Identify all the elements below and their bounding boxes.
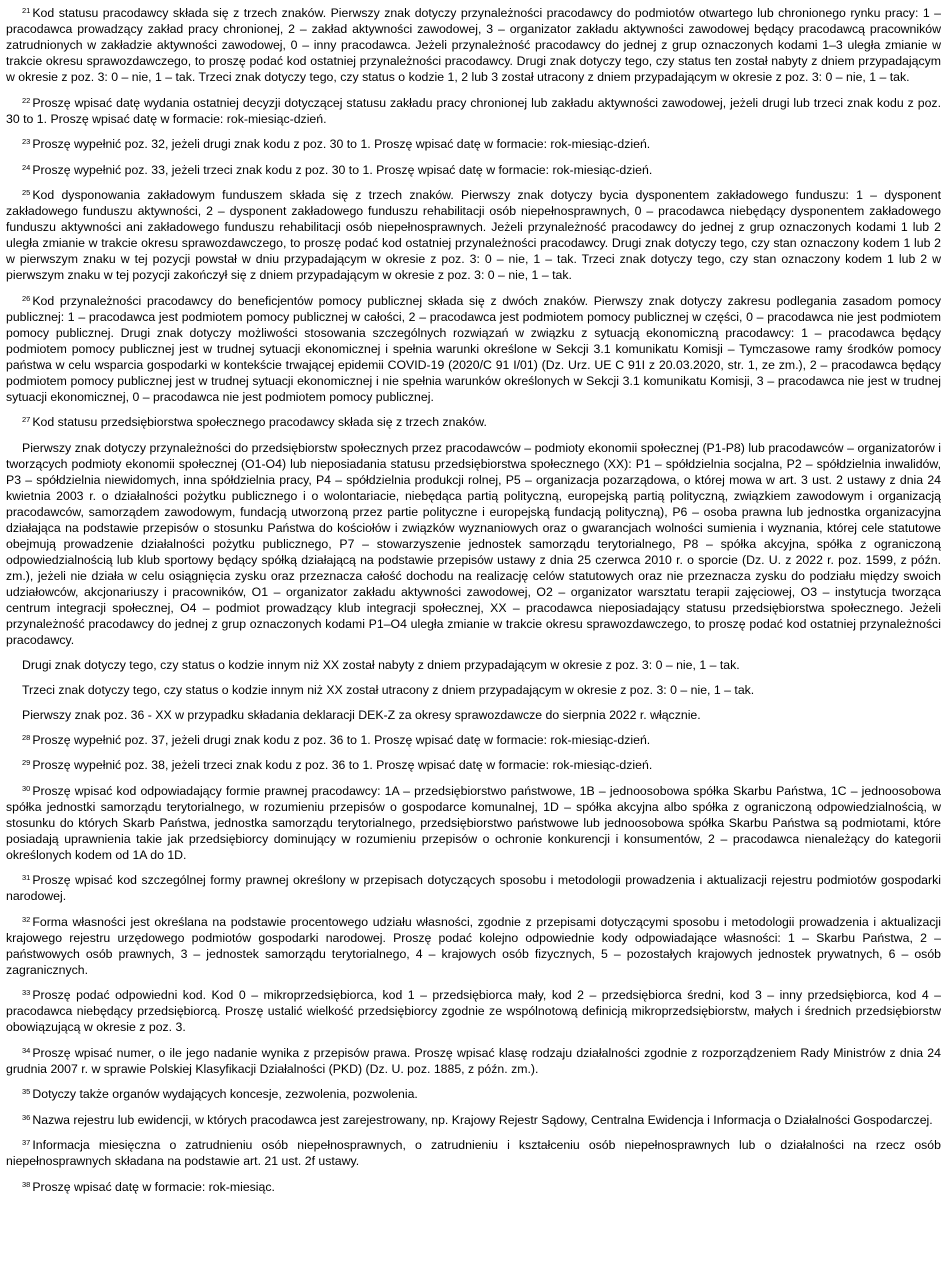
footnote-36 (6, 1112, 941, 1128)
footnote-text: Proszę wpisać datę w formacie: rok-miesiąc. (32, 1179, 275, 1194)
footnote-text: Pierwszy znak poz. 36 - XX w przypadku składania deklaracji DEK-Z za okresy sprawozdawcze do sierpnia 2022 r. włącznie. (22, 707, 701, 722)
footnote-number: 36 (22, 1112, 31, 1122)
footnote-number: 35 (22, 1087, 31, 1096)
footnote-33 (6, 987, 941, 1035)
footnote-31 (6, 872, 941, 904)
footnote-number: 24 (22, 162, 31, 172)
footnote-number: 31 (22, 873, 31, 882)
footnote-text: Proszę wpisać kod szczególnej formy prawnej określony w przepisach dotyczących sposobu i metodologii prowadzenia i aktualizacji rejestru podmiotów gospodarki narodowej. (6, 873, 941, 903)
footnote-text: Kod statusu pracodawcy składa się z trzech znaków. Pierwszy znak dotyczy przynależności pracodawcy do podmiotów otwartego lub chronionego rynku pracy: 1 – pracodawca prowadzący zakład pracy chronionej, 2 – zakład aktywności zawodowej, 3 – organizator zakładu aktywności zawodowej będący pracodawcą pracowników zatrudnionych w zakładzie aktywności zawodowej, 0 – inny pracodawca. Jeżeli przynależność pracodawcy do jednej z grup oznaczonych kodami 1–3 uległa zmianie w trakcie okresu sprawozdawczego, to proszę podać kod ostatniej przynależności pracodawcy. Drugi znak dotyczy tego, czy status ten został nabyty z dniem przypadającym w okresie z poz. 3: 0 – nie, 1 – tak. Trzeci znak dotyczy tego, czy status o kodzie 1, 2 lub 3 został utracony z dniem przypadającym w okresie z poz. 3: 0 – nie, 1 – tak. (6, 6, 941, 84)
footnote-number: 33 (22, 988, 31, 997)
footnote-number: 29 (22, 758, 31, 767)
footnote-number: 25 (22, 188, 31, 197)
footnote-number: 28 (22, 732, 31, 742)
footnote-35 (6, 1086, 941, 1102)
footnote-23 (6, 136, 941, 152)
footnote-text: Dotyczy także organów wydających koncesje, zezwolenia, pozwolenia. (32, 1087, 418, 1101)
footnote-text: Kod przynależności pracodawcy do beneficjentów pomocy publicznej składa się z dwóch znaków. Pierwszy znak dotyczy zakresu podlegania zasadom pomocy publicznej: 1 – pracodawca jest podmiotem pomocy publicznej w całości, 2 – pracodawca jest podmiotem pomocy publicznej w części, 0 – pracodawca nie jest podmiotem pomocy publicznej. Drugi znak dotyczy możliwości stosowania szczególnych rozwiązań w związku z sytuacją ekonomiczną pracodawcy: 1 – pracodawca będący podmiotem pomocy publicznej jest w trudnej sytuacji ekonomicznej i spełnia warunki określone w Sekcji 3.1 komunikatu Komisji – Tymczasowe ramy środków pomocy państwa w celu wsparcia gospodarki w kontekście trwającej epidemii COVID-19 (2020/C 91 I/01) (Dz. Urz. UE C 91I z 20.03.2020, str. 1, ze zm.), 2 – pracodawca będący podmiotem pomocy publicznej jest w trudnej sytuacji ekonomicznej i nie spełnia warunków określonych w Sekcji 3.1 komunikatu Komisji, 3 – pracodawca nie jest w trudnej sytuacji ekonomicznej, 0 – pracodawca nie jest podmiotem pomocy publicznej. (6, 293, 941, 404)
footnote-34 (6, 1045, 941, 1077)
footnote-29 (6, 757, 941, 773)
footnote-number: 38 (22, 1179, 31, 1189)
footnote-number: 34 (22, 1045, 31, 1055)
footnote-text: Nazwa rejestru lub ewidencji, w których pracodawca jest zarejestrowany, np. Krajowy Rejestr Sądowy, Centralna Ewidencja i Informacja o Działalności Gospodarczej. (32, 1112, 933, 1127)
footnote-28 (6, 732, 941, 748)
footnote-text: Proszę wypełnić poz. 37, jeżeli drugi znak kodu z poz. 36 to 1. Proszę wpisać datę w formacie: rok-miesiąc-dzień. (32, 732, 651, 747)
footnote-25 (6, 187, 941, 283)
footnote-27-third-char (6, 682, 941, 698)
footnote-number: 37 (22, 1138, 31, 1147)
footnote-number: 30 (22, 783, 31, 793)
footnote-number: 27 (22, 415, 31, 424)
footnote-27 (6, 414, 941, 430)
footnote-text: Proszę wpisać numer, o ile jego nadanie wynika z przepisów prawa. Proszę wpisać klasę rodzaju działalności zgodnie z rozporządzeniem Rady Ministrów z dnia 24 grudnia 2007 r. w sprawie Polskiej Klasyfikacji Działalności (PKD) (Dz. U. poz. 1885, z późn. zm.). (6, 1045, 941, 1076)
footnote-32 (6, 914, 941, 978)
footnote-text: Proszę wypełnić poz. 33, jeżeli trzeci znak kodu z poz. 30 to 1. Proszę wpisać datę w formacie: rok-miesiąc-dzień. (32, 162, 653, 177)
footnote-text: Proszę wypełnić poz. 32, jeżeli drugi znak kodu z poz. 30 to 1. Proszę wpisać datę w formacie: rok-miesiąc-dzień. (32, 137, 651, 151)
footnote-number: 23 (22, 137, 31, 146)
footnote-number: 21 (22, 6, 31, 15)
footnote-27-note (6, 707, 941, 723)
footnote-22 (6, 95, 941, 127)
footnote-text: Trzeci znak dotyczy tego, czy status o kodzie innym niż XX został utracony z dniem przypadającym w okresie z poz. 3: 0 – nie, 1 – tak. (22, 682, 755, 697)
footnote-number: 32 (22, 914, 31, 924)
footnote-text: Forma własności jest określana na podstawie procentowego udziału własności, zgodnie z przepisami dotyczącymi sposobu i metodologii prowadzenia i aktualizacji krajowego rejestru urzędowego podmiotów gospodarki narodowej. Proszę podać kolejno odpowiednie kody odpowiadające własności: 1 – Skarbu Państwa, 2 – państwowych osób prawnych, 3 – jednostek samorządu terytorialnego, 4 – krajowych osób fizycznych, 5 – pozostałych krajowych jednostek prywatnych, 6 – osób zagranicznych. (6, 914, 941, 977)
footnote-30 (6, 783, 941, 863)
footnote-27-second-char (6, 657, 941, 673)
footnote-38 (6, 1179, 941, 1195)
footnote-number: 26 (22, 293, 31, 303)
footnote-text: Proszę wypełnić poz. 38, jeżeli trzeci znak kodu z poz. 36 to 1. Proszę wpisać datę w formacie: rok-miesiąc-dzień. (32, 758, 653, 772)
footnote-text: Pierwszy znak dotyczy przynależności do przedsiębiorstw społecznych przez pracodawców – podmioty ekonomii społecznej (P1-P8) lub pracodawców – organizatorów i tworzących podmioty ekonomii społecznej (O1-O4) lub nieposiadania statusu przedsiębiorstwa społecznego (XX): P1 – spółdzielnia socjalna, P2 – spółdzielnia inwalidów, P3 – spółdzielnia niewidomych, inna spółdzielnia pracy, P4 – spółdzielnia produkcji rolnej, P5 – organizacja pozarządowa, o której mowa w art. 3 ust. 2 ustawy z dnia 24 kwietnia 2003 r. o działalności pożytku publicznego i o wolontariacie, niebędąca partią polityczną, europejską partią polityczną, związkiem zawodowym i organizacją pracodawców, samorządem zawodowym, fundacją utworzoną przez partie polityczne i europejską fundacją polityczną), P6 – osoba prawna lub jednostka organizacyjna działająca na podstawie przepisów o stosunku Państwa do kościołów i związków wyznaniowych oraz o gwarancjach wolności sumienia i wyznania, której cele statutowe obejmują prowadzenie działalności pożytku publicznego, P7 – stowarzyszenie jednostek samorządu terytorialnego, P8 – spółka akcyjna, spółka z ograniczoną odpowiedzialnością lub klub sportowy będący spółką działającą na podstawie przepisów ustawy z dnia 25 czerwca 2010 r. o sporcie (Dz. U. z 2022 r. poz. 1599, z późn. zm.), jeżeli nie działa w celu osiągnięcia zysku oraz przeznacza całość dochodu na realizację celów statutowych oraz nie przeznacza zysku do podziału między swoich udziałowców, akcjonariuszy i pracowników, O1 – organizator zakładu aktywności zawodowej, O2 – organizator warsztatu terapii zajęciowej, O3 – instytucja tworząca centrum integracji społecznej, O4 – podmiot prowadzący klub integracji społecznej, XX – pracodawca nieposiadający statusu przedsiębiorstwa społecznego. Jeżeli przynależność pracodawcy do jednej z grup oznaczonych kodami P1–O4 uległa zmianie w trakcie okresu sprawozdawczego, to proszę podać kod ostatniej przynależności pracodawcy. (6, 440, 941, 647)
footnote-number: 22 (22, 95, 31, 105)
footnote-text: Proszę wpisać datę wydania ostatniej decyzji dotyczącej statusu zakładu pracy chronionej lub zakładu aktywności zawodowej, jeżeli drugi lub trzeci znak kodu z poz. 30 to 1. Proszę wpisać datę w formacie: rok-miesiąc-dzień. (6, 95, 941, 126)
footnote-21 (6, 5, 941, 85)
footnote-text: Informacja miesięczna o zatrudnieniu osób niepełnosprawnych, o zatrudnieniu i kształceniu osób niepełnosprawnych lub o działalności na rzecz osób niepełnosprawnych składana na podstawie art. 21 ust. 2f ustawy. (6, 1138, 941, 1168)
footnote-text: Kod dysponowania zakładowym funduszem składa się z trzech znaków. Pierwszy znak dotyczy bycia dysponentem zakładowego funduszu: 1 – dysponent zakładowego funduszu aktywności, 2 – dysponent zakładowego funduszu rehabilitacji osób niepełnosprawnych, 0 – pracodawca niebędący dysponentem zakładowego funduszu aktywności ani zakładowego funduszu rehabilitacji osób niepełnosprawnych. Jeżeli przynależność pracodawcy do jednej z grup oznaczonych kodami 1 lub 2 uległa zmianie w trakcie okresu sprawozdawczego, to proszę podać kod ostatniej przynależności pracodawcy. Drugi znak dotyczy tego, czy stan oznaczony kodem 1 lub 2 w pierwszym znaku w tej pozycji powstał w dniu przypadającym w okresie z poz. 3: 0 – nie, 1 – tak. Trzeci znak dotyczy tego, czy stan oznaczony kodem 1 lub 2 w pierwszym znaku w tej pozycji zakończył się z dniem przypadającym w okresie z poz. 3: 0 – nie, 1 – tak. (6, 188, 941, 282)
footnote-text: Kod statusu przedsiębiorstwa społecznego pracodawcy składa się z trzech znaków. (32, 415, 487, 429)
footnote-text: Proszę podać odpowiedni kod. Kod 0 – mikroprzedsiębiorca, kod 1 – przedsiębiorca mały, kod 2 – przedsiębiorca średni, kod 3 – inny przedsiębiorca, kod 4 – pracodawca niebędący przedsiębiorcą. Proszę ustalić wielkość przedsiębiorcy zgodnie ze wspólnotową definicją mikroprzedsiębiorstw, małych i średnich przedsiębiorstw obowiązującą w okresie z poz. 3. (6, 988, 941, 1034)
footnote-37 (6, 1137, 941, 1169)
footnote-26 (6, 293, 941, 405)
footnote-text: Drugi znak dotyczy tego, czy status o kodzie innym niż XX został nabyty z dniem przypadającym w okresie z poz. 3: 0 – nie, 1 – tak. (22, 657, 740, 672)
footnote-24 (6, 162, 941, 178)
footnote-27-first-char (6, 440, 941, 648)
footnote-text: Proszę wpisać kod odpowiadający formie prawnej pracodawcy: 1A – przedsiębiorstwo państwowe, 1B – jednoosobowa spółka Skarbu Państwa, 1C – jednoosobowa spółka jednostki samorządu terytorialnego, w rozumieniu przepisów o gospodarce komunalnej, 1D – spółka akcyjna albo spółka z ograniczoną odpowiedzialnością, w stosunku do których Skarb Państwa, jednostka samorządu terytorialnego, przedsiębiorstwo państwowe lub jednoosobowa spółka Skarbu Państwa są podmiotami, które posiadają uprawnienia takie jak przedsiębiorcy dominujący w rozumieniu przepisów o ochronie konkurencji i konsumentów, 2 – pracodawca nienależący do kategorii określonych kodem od 1A do 1D. (6, 783, 941, 862)
